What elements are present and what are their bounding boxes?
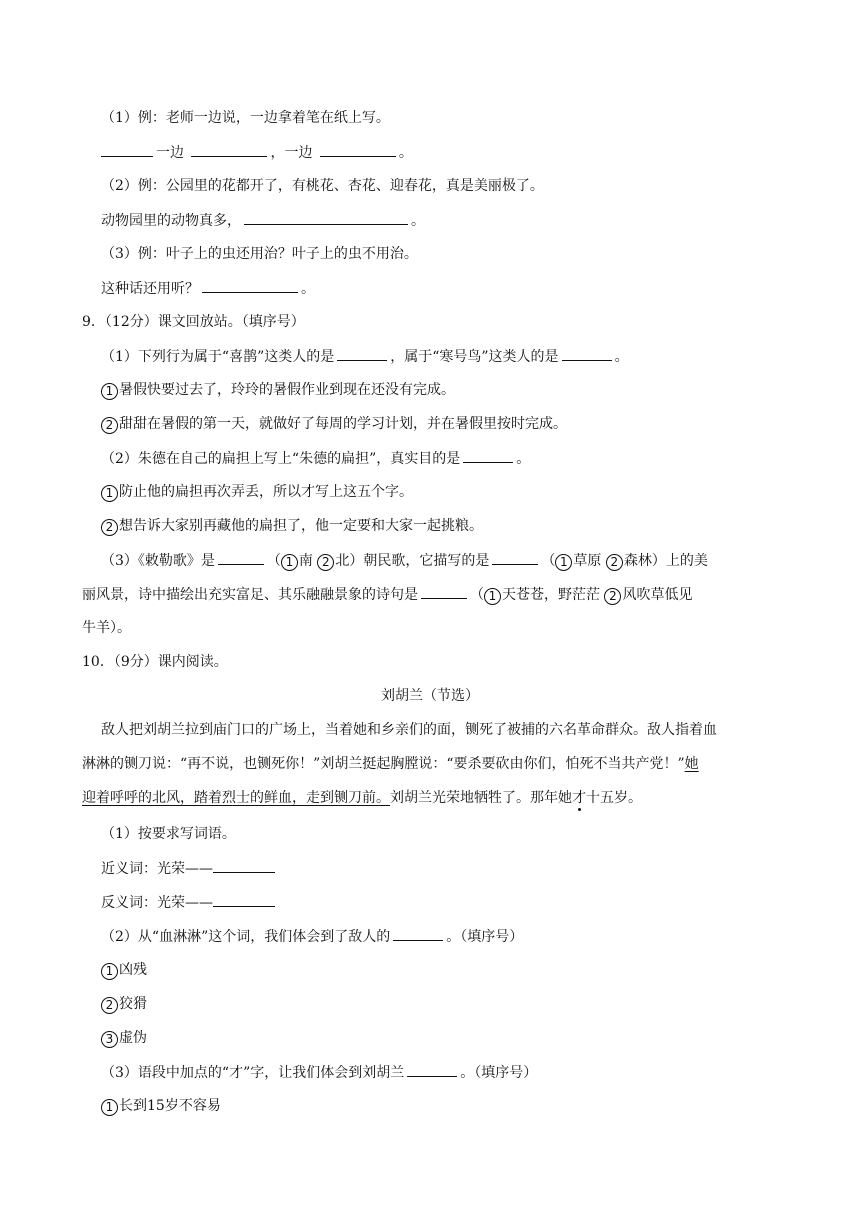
q8-answer-3: 这种话还用听？ 。	[101, 278, 315, 299]
q10-synonym: 近义词：光荣——	[101, 858, 278, 879]
q9-heading: 9．（12分）课文回放站。（填序号）	[82, 314, 305, 330]
q8-answer-1: 一边 ，一边 。	[101, 142, 413, 163]
answer-blank[interactable]	[244, 210, 408, 225]
q8-answer-2: 动物园里的动物真多， 。	[101, 210, 425, 231]
circled-number: 2	[101, 417, 118, 434]
underlined-text: 迎着呼呼的北风，踏着烈士的鲜血，走到铡刀前。	[82, 790, 390, 806]
circled-number: 2	[606, 554, 623, 571]
q9-part-3: （3）《敕勒歌》是 （ 1 南 2 北）朝民歌，它描写的是 （ 1 草原 2 森林）上的美	[101, 550, 708, 571]
answer-blank[interactable]	[218, 550, 264, 565]
q9-option-4: 2 想告诉大家别再藏他的扁担了，他一定要和大家一起挑粮。	[101, 516, 483, 536]
q9-option-1: 1 暑假快要过去了，玲玲的暑假作业到现在还没有完成。	[101, 380, 455, 400]
circled-number: 2	[604, 588, 621, 605]
answer-blank[interactable]	[407, 1062, 457, 1077]
answer-blank[interactable]	[562, 346, 612, 361]
q8-example-2: （2）例：公园里的花都开了，有桃花、杏花、迎春花，真是美丽极了。	[101, 178, 544, 194]
dotted-character: 才	[572, 790, 586, 806]
passage-line-2: 淋淋的铡刀说：“再不说，也铡死你！”刘胡兰挺起胸膛说：“要杀要砍由你们，怕死不当共产党！”她	[82, 756, 699, 772]
answer-blank[interactable]	[492, 550, 538, 565]
answer-blank[interactable]	[202, 278, 298, 293]
passage-line-3: 迎着呼呼的北风，踏着烈士的鲜血，走到铡刀前。刘胡兰光荣地牺牲了。那年她才十五岁。	[82, 790, 642, 806]
q9-part-2: （2）朱德在自己的扁担上写上“朱德的扁担”，真实目的是 。	[101, 448, 530, 469]
circled-number: 1	[101, 1099, 118, 1116]
q9-option-3: 1 防止他的扁担再次弄丢，所以才写上这五个字。	[101, 482, 413, 502]
q10-option-3: 3 虚伪	[101, 1028, 147, 1048]
q8-example-1	[101, 108, 390, 128]
q10-part-2: （2）从“血淋淋”这个词，我们体会到了敌人的 。（填序号）	[101, 926, 523, 947]
q9-option-2: 2 甜甜在暑假的第一天，就做好了每周的学习计划，并在暑假里按时完成。	[101, 414, 567, 434]
circled-number: 2	[101, 519, 118, 536]
answer-blank[interactable]	[101, 142, 153, 157]
circled-number: 1	[555, 554, 572, 571]
q8-example-3: （3）例：叶子上的虫还用治？叶子上的虫不用治。	[101, 246, 418, 262]
answer-blank[interactable]	[213, 858, 275, 873]
circled-number: 1	[484, 588, 501, 605]
answer-blank[interactable]	[421, 584, 467, 599]
q10-part-1: （1）按要求写词语。	[101, 826, 236, 842]
passage-title: 刘胡兰（节选）	[381, 688, 479, 704]
answer-blank[interactable]	[393, 926, 443, 941]
circled-number: 2	[101, 997, 118, 1014]
q8-example-1-text: （1）例：老师一边说，一边拿着笔在纸上写。	[101, 110, 390, 126]
circled-number: 1	[101, 485, 118, 502]
circled-number: 1	[101, 383, 118, 400]
circled-number: 3	[101, 1031, 118, 1048]
answer-blank[interactable]	[320, 142, 396, 157]
q10-option-1: 1 凶残	[101, 960, 147, 980]
answer-blank[interactable]	[337, 346, 387, 361]
circled-number: 2	[317, 554, 334, 571]
q10-antonym: 反义词：光荣——	[101, 892, 278, 913]
underlined-text: 她	[684, 756, 699, 772]
q9-part-3-line-3: 牛羊）。	[82, 620, 131, 636]
answer-blank[interactable]	[463, 448, 513, 463]
answer-blank[interactable]	[191, 142, 267, 157]
passage-line-1: 敌人把刘胡兰拉到庙门口的广场上，当着她和乡亲们的面，铡死了被捕的六名革命群众。敌人指着血	[101, 722, 717, 738]
answer-blank[interactable]	[213, 892, 275, 907]
q10-heading: 10．（9分）课内阅读。	[82, 654, 228, 670]
circled-number: 1	[281, 554, 298, 571]
q10-option-2: 2 狡猾	[101, 994, 147, 1014]
q10-option-4: 1 长到15岁不容易	[101, 1096, 221, 1116]
circled-number: 1	[101, 963, 118, 980]
q9-part-3-line-2: 丽风景，诗中描绘出充实富足、其乐融融景象的诗句是 （ 1 天苍苍，野茫茫 2 风吹草低见	[82, 584, 692, 605]
q9-part-1: （1）下列行为属于“喜鹊”这类人的是 ，属于“寒号鸟”这类人的是 。	[101, 346, 629, 367]
q10-part-3: （3）语段中加点的“才”字，让我们体会到刘胡兰 。（填序号）	[101, 1062, 537, 1083]
